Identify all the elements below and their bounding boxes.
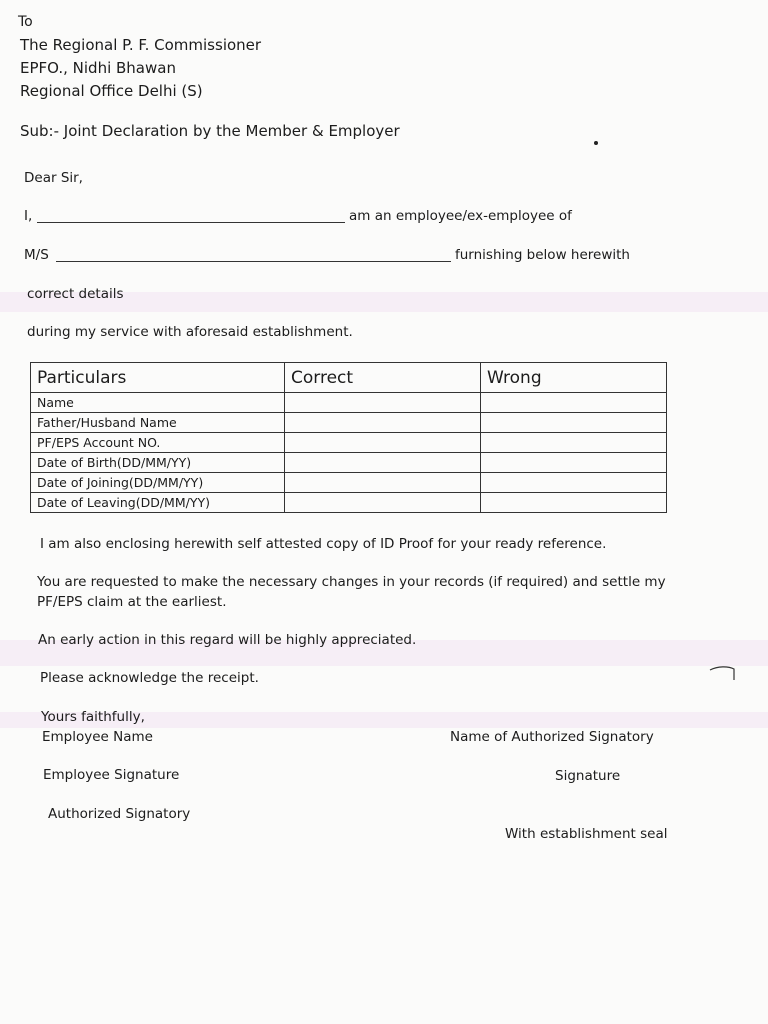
to-label: To [18, 14, 33, 30]
table-row [31, 493, 667, 513]
declarant-prefix: I, [24, 208, 33, 224]
table-row [31, 473, 667, 493]
wrong-cell [481, 493, 667, 513]
correct-cell [285, 493, 481, 513]
address-line-2: EPFO., Nidhi Bhawan [20, 59, 176, 77]
id-proof-paragraph: I am also enclosing herewith self attested copy of ID Proof for your ready reference. [40, 536, 607, 552]
wrong-cell [481, 473, 667, 493]
correct-cell [285, 413, 481, 433]
row-label: PF/EPS Account NO. [31, 433, 285, 453]
request-paragraph-line-1: You are requested to make the necessary changes in your records (if required) and settle my [37, 574, 666, 590]
ink-dot [594, 141, 598, 145]
request-paragraph-line-2: PF/EPS claim at the earliest. [37, 594, 227, 610]
header-particulars: Particulars [31, 363, 285, 393]
authorized-signatory-label: Authorized Signatory [48, 806, 191, 822]
establishment-prefix: M/S [24, 247, 49, 263]
address-line-3: Regional Office Delhi (S) [20, 82, 203, 100]
header-correct: Correct [285, 363, 481, 393]
correct-cell [285, 473, 481, 493]
service-text: during my service with aforesaid establishment. [27, 324, 353, 340]
table-header-row [31, 363, 667, 393]
wrong-cell [481, 453, 667, 473]
employee-name-label: Employee Name [42, 729, 153, 745]
declarant-suffix: am an employee/ex-employee of [349, 208, 572, 224]
row-label: Date of Leaving(DD/MM/YY) [31, 493, 285, 513]
header-wrong: Wrong [481, 363, 667, 393]
early-action-paragraph: An early action in this regard will be highly appreciated. [38, 632, 417, 648]
establishment-suffix: furnishing below herewith [455, 247, 630, 263]
correct-details-text: correct details [27, 286, 124, 302]
table-row [31, 433, 667, 453]
table-row [31, 453, 667, 473]
acknowledge-paragraph: Please acknowledge the receipt. [40, 670, 259, 686]
establishment-name-blank [56, 261, 451, 262]
signature-label: Signature [555, 768, 621, 784]
row-label: Father/Husband Name [31, 413, 285, 433]
table-row [31, 413, 667, 433]
row-label: Name [31, 393, 285, 413]
wrong-cell [481, 413, 667, 433]
authorized-signatory-name-label: Name of Authorized Signatory [450, 729, 654, 745]
table-row [31, 393, 667, 413]
correct-cell [285, 453, 481, 473]
closing-yours-faithfully: Yours faithfully, [41, 709, 145, 725]
employee-name-blank [37, 222, 345, 223]
salutation: Dear Sir, [24, 170, 83, 186]
wrong-cell [481, 393, 667, 413]
establishment-seal-label: With establishment seal [505, 826, 668, 842]
pen-mark [708, 664, 738, 684]
row-label: Date of Joining(DD/MM/YY) [31, 473, 285, 493]
particulars-table [30, 362, 667, 513]
correct-cell [285, 433, 481, 453]
address-line-1: The Regional P. F. Commissioner [20, 36, 262, 54]
subject-line: Sub:- Joint Declaration by the Member & Employer [20, 122, 400, 140]
row-label: Date of Birth(DD/MM/YY) [31, 453, 285, 473]
correct-cell [285, 393, 481, 413]
wrong-cell [481, 433, 667, 453]
employee-signature-label: Employee Signature [43, 767, 180, 783]
